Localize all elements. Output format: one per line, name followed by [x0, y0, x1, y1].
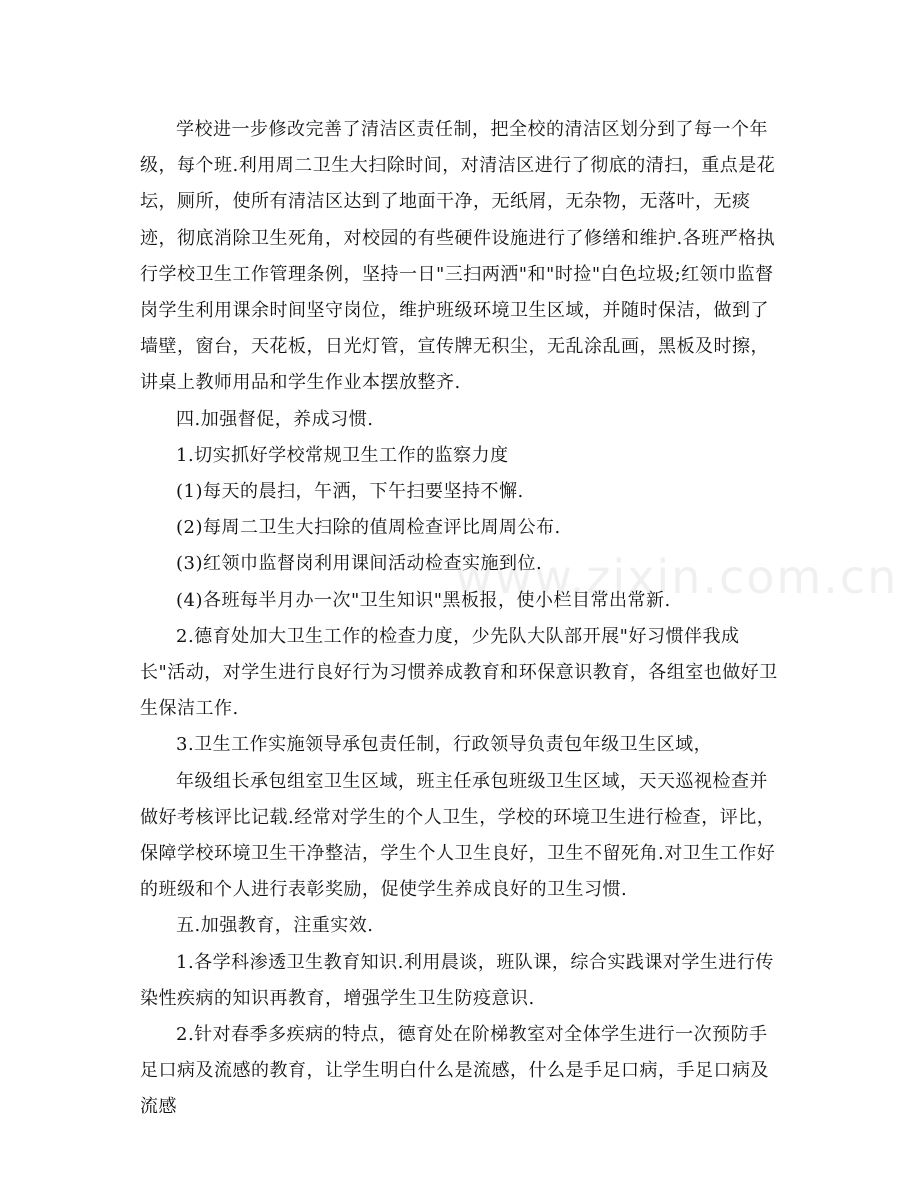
watermark-text: www.zixin.com.cn — [455, 550, 899, 604]
heading-section-four: 四.加强督促，养成习惯. — [176, 408, 374, 430]
item-1-subject-education: 1.各学科渗透卫生教育知识.利用晨谈，班队课，综合实践课对学生进行传染性疾病的知识再教育，增强学生卫生防疫意识. — [140, 951, 774, 1009]
subitem-3: (3)红领巾监督岗利用课间活动检查实施到位. — [176, 553, 543, 575]
subitem-4: (4)各班每半月办一次"卫生知识"黑板报，使小栏目常出常新. — [176, 589, 671, 611]
paragraph-grade-leader: 年级组长承包组室卫生区域，班主任承包班级卫生区域，天天巡视检查并做好考核评比记载.经常对学生的个人卫生，学校的环境卫生进行检查，评比，保障学校环境卫生干净整洁，学生个人卫生良好，卫生不留死角.对卫生工作好的班级和个人进行表彰奖励，促使学生养成良好的卫生习惯. — [140, 770, 776, 901]
document-body — [140, 112, 780, 1126]
subitem-1: (1)每天的晨扫，午洒，下午扫要坚持不懈. — [176, 481, 524, 503]
subitem-2: (2)每周二卫生大扫除的值周检查评比周周公布. — [176, 517, 561, 539]
item-3-leadership-responsibility: 3.卫生工作实施领导承包责任制，行政领导负责包年级卫生区域， — [176, 734, 713, 756]
paragraph-cleaning-responsibility: 学校进一步修改完善了清洁区责任制，把全校的清洁区划分到了每一个年级，每个班.利用周二卫生大扫除时间，对清洁区进行了彻底的清扫，重点是花坛，厕所，使所有清洁区达到了地面干净，无纸屑，无杂物，无落叶，无痰迹，彻底消除卫生死角，对校园的有些硬件设施进行了修缮和维护.各班严格执行学校卫生工作管理条例，坚持一日"三扫两洒"和"时捡"白色垃圾;红领巾监督岗学生利用课余时间坚守岗位，维护班级环境卫生区域，并随时保洁，做到了墙壁，窗台，天花板，日光灯管，宣传牌无积尘，无乱涂乱画，黑板及时擦，讲桌上教师用品和学生作业本摆放整齐. — [140, 119, 776, 394]
heading-section-five: 五.加强教育，注重实效. — [176, 915, 374, 937]
item-2-moral-education: 2.德育处加大卫生工作的检查力度，少先队大队部开展"好习惯伴我成长"活动，对学生进行良好行为习惯养成教育和环保意识教育，各组室也做好卫生保洁工作. — [140, 625, 778, 720]
item-1-inspection: 1.切实抓好学校常规卫生工作的监察力度 — [176, 444, 509, 466]
item-2-spring-disease: 2.针对春季多疾病的特点，德育处在阶梯教室对全体学生进行一次预防手足口病及流感的教育，让学生明白什么是流感，什么是手足口病，手足口病及流感 — [140, 1024, 769, 1118]
